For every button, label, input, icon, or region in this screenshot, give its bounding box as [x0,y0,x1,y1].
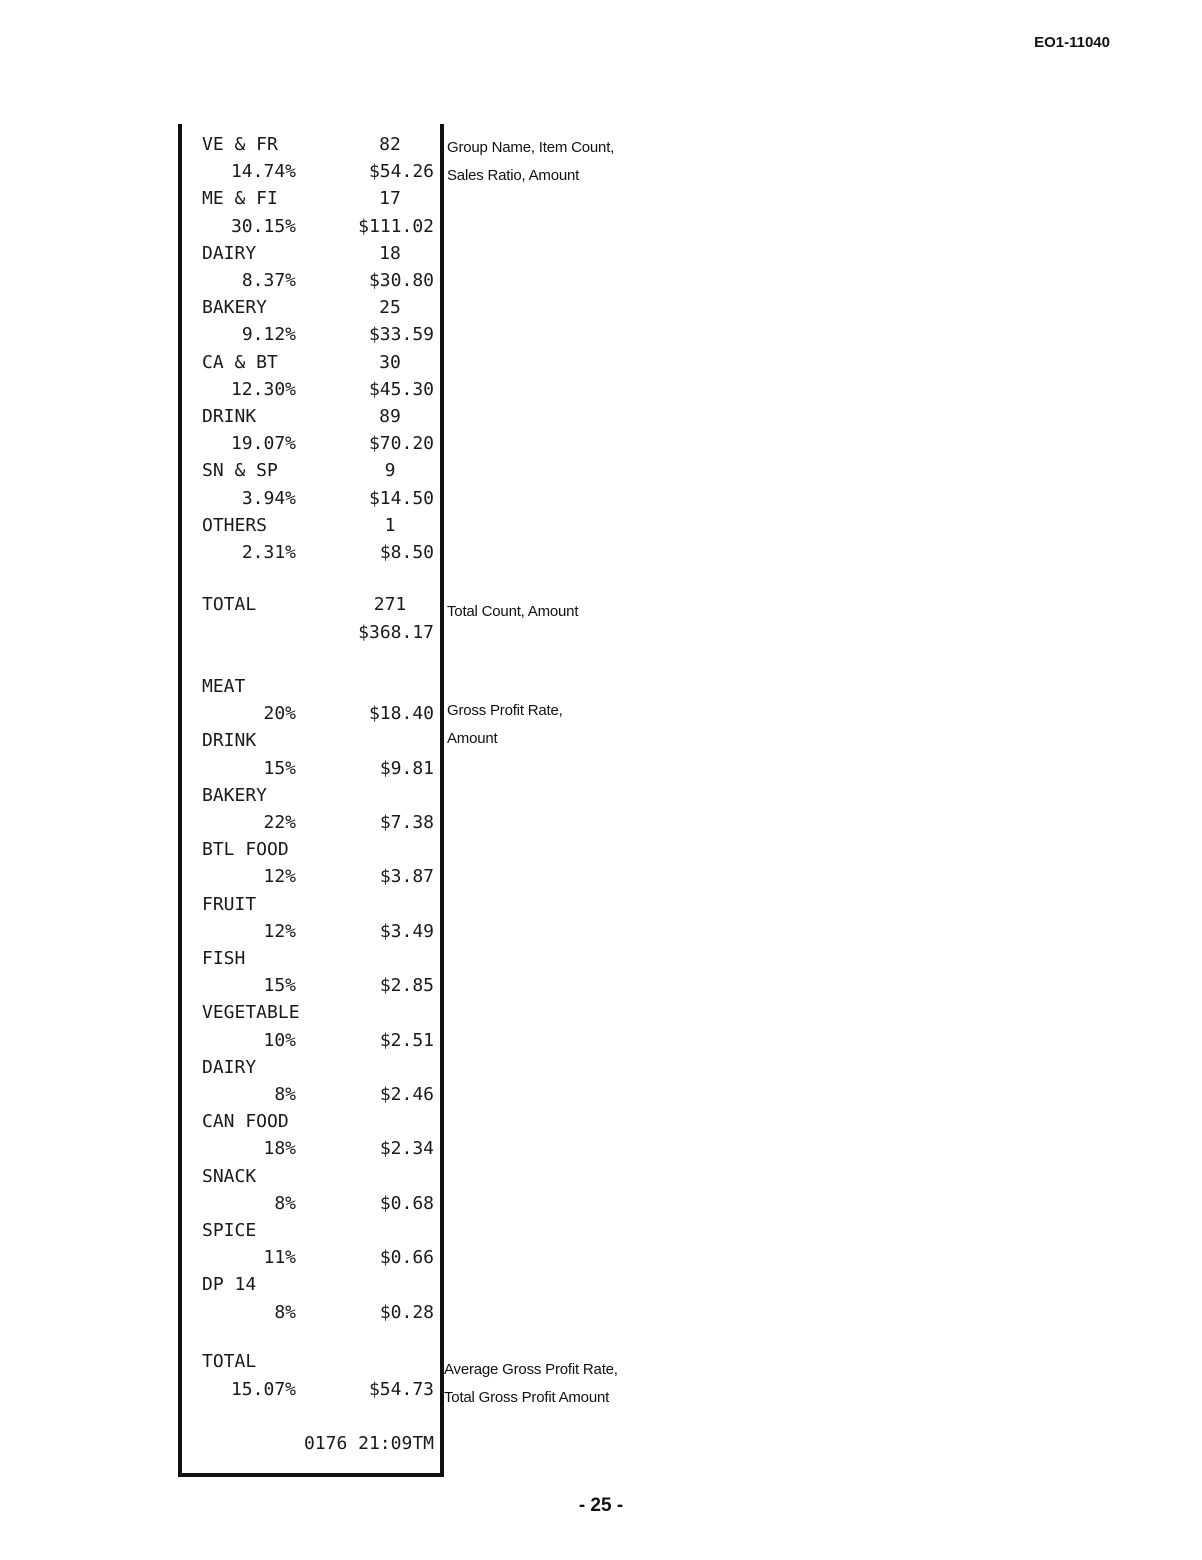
group-sales-ratio: 3.94% [241,487,296,509]
group-amount: $30.80 [368,270,434,291]
profit-amount: $0.68 [379,1192,434,1214]
group-name: DAIRY [202,242,257,264]
profit-rate: 18% [263,1138,296,1160]
group-item-count: 9 [384,460,396,482]
profit-rate: 20% [263,703,296,725]
group-amount: $54.26 [368,161,434,183]
profit-group-name: CAN FOOD [202,1111,289,1133]
document-id: EO1-11040 [1034,34,1110,51]
group-sales-ratio: 30.15% [230,215,296,237]
profit-amount: $3.49 [379,920,434,942]
group-amount: $33.59 [368,324,434,346]
group-item-count: 17 [379,188,401,210]
profit-group-name: SPICE [202,1220,257,1241]
annotation-group-line2: Sales Ratio, Amount [447,167,580,184]
group-sales-ratio: 8.37% [241,270,296,291]
profit-amount: $2.85 [379,975,434,997]
profit-rate: 8% [274,1084,296,1105]
profit-amount: $2.51 [379,1029,434,1051]
group-name: VE & FR [202,134,278,155]
group-item-count: 1 [384,514,396,536]
group-amount: $70.20 [368,433,434,455]
group-name: SN & SP [202,460,278,482]
profit-rate: 12% [263,920,296,942]
group-item-count: 25 [379,297,401,319]
group-total-count: 271 [373,594,407,615]
annotation-profit-line1: Gross Profit Rate, [447,702,563,719]
profit-amount: $2.46 [379,1084,434,1105]
profit-rate: 8% [274,1301,296,1323]
profit-group-name: SNACK [202,1165,257,1187]
profit-rate: 22% [263,812,296,833]
profit-rate: 11% [263,1247,296,1269]
profit-rate: 12% [263,866,296,888]
profit-group-name: BAKERY [202,784,268,806]
profit-amount: $0.28 [379,1301,434,1323]
group-sales-ratio: 12.30% [230,378,296,400]
group-sales-ratio: 2.31% [241,542,296,563]
profit-group-name: MEAT [202,676,246,697]
page-number: - 25 - [578,1495,624,1516]
profit-amount: $3.87 [379,866,434,888]
group-name: CA & BT [202,351,278,373]
profit-group-name: BTL FOOD [202,839,289,861]
group-amount: $45.30 [368,378,434,400]
profit-amount: $9.81 [379,757,434,779]
group-sales-ratio: 19.07% [230,433,296,455]
profit-group-name: DAIRY [202,1056,257,1078]
profit-rate: 8% [274,1192,296,1214]
group-total-amount: $368.17 [358,622,434,643]
group-name: ME & FI [202,188,278,210]
group-item-count: 30 [379,351,401,373]
group-amount: $14.50 [368,487,434,509]
receipt-footer: 0176 21:09TM [303,1433,434,1454]
group-sales-ratio: 9.12% [241,324,296,346]
profit-amount: $2.34 [379,1138,434,1160]
annotation-average-line1: Average Gross Profit Rate, [444,1361,618,1378]
profit-group-name: DRINK [202,730,257,752]
profit-group-name: DP 14 [202,1274,257,1296]
annotation-average-line2: Total Gross Profit Amount [444,1389,610,1406]
profit-group-name: FISH [202,948,246,969]
group-name: DRINK [202,406,257,427]
profit-group-name: FRUIT [202,893,257,915]
group-amount: $8.50 [379,542,434,563]
annotation-profit-line2: Amount [447,730,498,747]
annotation-total: Total Count, Amount [447,603,579,620]
annotation-group-line1: Group Name, Item Count, [447,139,615,156]
group-name: OTHERS [202,514,268,536]
profit-total-amount: $54.73 [368,1379,434,1400]
profit-amount: $0.66 [379,1247,434,1269]
group-item-count: 89 [379,406,401,427]
group-total-label: TOTAL [202,594,257,615]
profit-amount: $18.40 [368,703,434,725]
group-sales-ratio: 14.74% [230,161,296,183]
profit-rate: 15% [263,975,296,997]
group-item-count: 82 [379,134,401,155]
profit-rate: 15% [263,757,296,779]
profit-amount: $7.38 [379,812,434,833]
profit-group-name: VEGETABLE [202,1002,300,1024]
profit-rate: 10% [263,1029,296,1051]
group-amount: $111.02 [358,215,434,237]
profit-total-label: TOTAL [202,1351,257,1372]
group-item-count: 18 [379,242,401,264]
receipt-printout [178,124,444,1477]
group-name: BAKERY [202,297,268,319]
profit-total-rate: 15.07% [230,1379,296,1400]
